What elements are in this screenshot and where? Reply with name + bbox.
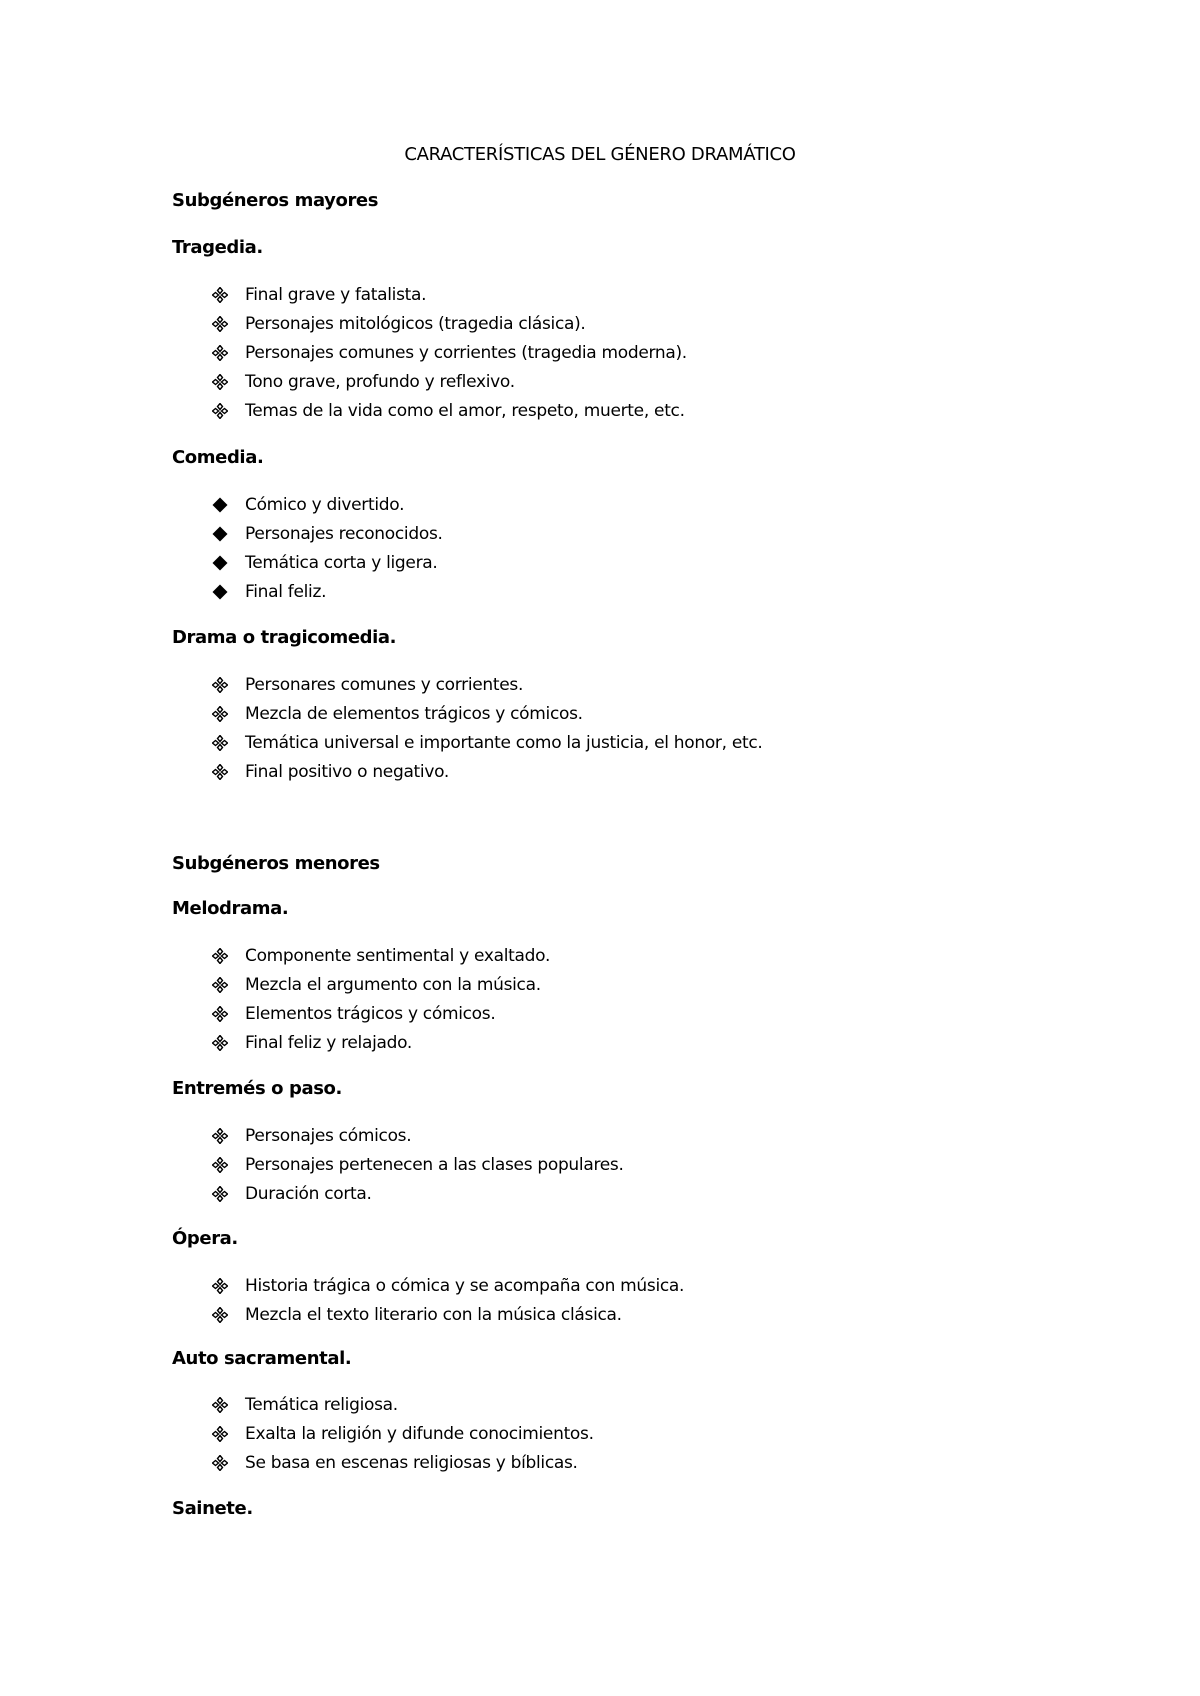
four-diamond-icon [212,1426,228,1442]
list-item-text: Mezcla de elementos trágicos y cómicos. [245,704,583,724]
heading-tragedia: Tragedia. [172,237,263,258]
heading-melodrama: Melodrama. [172,898,289,919]
list-item-text: Personajes mitológicos (tragedia clásica). [245,314,586,334]
four-diamond-icon [212,706,228,722]
four-diamond-icon [212,735,228,751]
list-item-text: Tono grave, profundo y reflexivo. [245,372,515,392]
list-item-text: Historia trágica o cómica y se acompaña con música. [245,1276,685,1296]
four-diamond-icon [212,1397,228,1413]
four-diamond-icon [212,677,228,693]
list-item-text: Personajes pertenecen a las clases populares. [245,1155,624,1175]
list-item-text: Mezcla el texto literario con la música clásica. [245,1305,622,1325]
four-diamond-icon [212,345,228,361]
document-title: CARACTERÍSTICAS DEL GÉNERO DRAMÁTICO [404,144,796,165]
list-item-text: Final grave y fatalista. [245,285,427,305]
four-diamond-icon [212,977,228,993]
four-diamond-icon [212,1186,228,1202]
heading-sainete: Sainete. [172,1498,253,1519]
solid-diamond-icon [212,526,228,542]
list-item-text: Temática corta y ligera. [245,553,438,573]
list-item-text: Mezcla el argumento con la música. [245,975,541,995]
list-item-text: Temas de la vida como el amor, respeto, muerte, etc. [245,401,685,421]
four-diamond-icon [212,1035,228,1051]
solid-diamond-icon [212,497,228,513]
four-diamond-icon [212,1307,228,1323]
four-diamond-icon [212,287,228,303]
list-item-text: Elementos trágicos y cómicos. [245,1004,496,1024]
list-item-text: Final positivo o negativo. [245,762,450,782]
heading-subgeneros-mayores: Subgéneros mayores [172,190,379,211]
list-item-text: Cómico y divertido. [245,495,405,515]
four-diamond-icon [212,948,228,964]
heading-drama-o-tragicomedia: Drama o tragicomedia. [172,627,397,648]
list-item-text: Personajes comunes y corrientes (tragedia moderna). [245,343,687,363]
heading-entremes-o-paso: Entremés o paso. [172,1078,342,1099]
list-item-text: Exalta la religión y difunde conocimientos. [245,1424,594,1444]
heading-opera: Ópera. [172,1228,238,1249]
four-diamond-icon [212,316,228,332]
list-item-text: Personares comunes y corrientes. [245,675,524,695]
list-item-text: Personajes reconocidos. [245,524,443,544]
list-item-text: Se basa en escenas religiosas y bíblicas. [245,1453,578,1473]
four-diamond-icon [212,1455,228,1471]
list-item-text: Personajes cómicos. [245,1126,412,1146]
list-item-text: Temática religiosa. [245,1395,398,1415]
four-diamond-icon [212,403,228,419]
list-item-text: Componente sentimental y exaltado. [245,946,551,966]
solid-diamond-icon [212,555,228,571]
list-item-text: Final feliz. [245,582,327,602]
solid-diamond-icon [212,584,228,600]
list-item-text: Duración corta. [245,1184,372,1204]
four-diamond-icon [212,1278,228,1294]
list-item-text: Final feliz y relajado. [245,1033,413,1053]
heading-comedia: Comedia. [172,447,264,468]
four-diamond-icon [212,1128,228,1144]
four-diamond-icon [212,374,228,390]
four-diamond-icon [212,1006,228,1022]
list-item-text: Temática universal e importante como la justicia, el honor, etc. [245,733,763,753]
heading-auto-sacramental: Auto sacramental. [172,1348,352,1369]
four-diamond-icon [212,764,228,780]
four-diamond-icon [212,1157,228,1173]
heading-subgeneros-menores: Subgéneros menores [172,853,380,874]
